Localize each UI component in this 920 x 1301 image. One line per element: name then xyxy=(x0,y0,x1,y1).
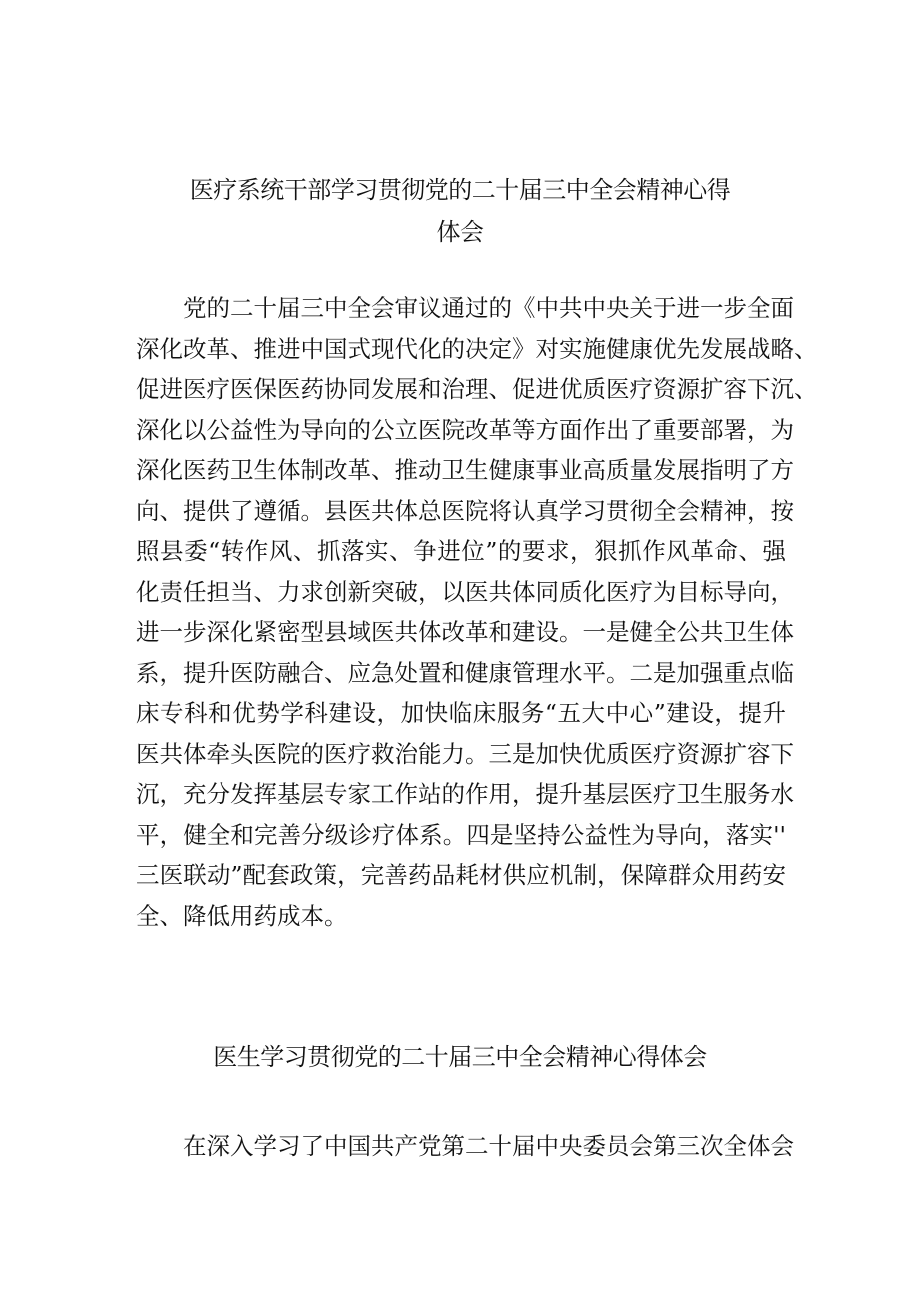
paragraph-line: 深化医药卫生体制改革、推动卫生健康事业高质量发展指明了方 xyxy=(136,456,794,484)
article-2-paragraph xyxy=(136,1126,794,1167)
paragraph-line: 化责任担当、力求创新突破，以医共体同质化医疗为目标导向， xyxy=(136,577,794,606)
article-1-title-line: 医疗系统干部学习贯彻党的二十届三中全会精神心得 xyxy=(189,176,731,204)
article-1-paragraph xyxy=(136,288,818,936)
paragraph-line: 深化改革、推进中国式现代化的决定》对实施健康优先发展战略、 xyxy=(136,334,818,363)
article-1-title xyxy=(120,169,800,253)
paragraph-line: 在深入学习了中国共产党第二十届中央委员会第三次全体会 xyxy=(183,1132,794,1160)
paragraph-line: 三医联动”配套政策，完善药品耗材供应机制，保障群众用药安 xyxy=(136,861,786,889)
paragraph-line: 党的二十届三中全会审议通过的《中共中央关于进一步全面 xyxy=(183,294,794,322)
article-1-title-line: 体会 xyxy=(436,218,484,246)
paragraph-line: 促进医疗医保医药协同发展和治理、促进优质医疗资源扩容下沉、 xyxy=(136,375,818,403)
paragraph-line: 向、提供了遵循。县医共体总医院将认真学习贯彻全会精神，按 xyxy=(136,496,794,525)
paragraph-line: 照县委“转作风、抓落实、争进位”的要求，狠抓作风革命、强 xyxy=(136,537,786,565)
paragraph-line: 全、降低用药成本。 xyxy=(136,901,348,930)
paragraph-line: 深化以公益性为导向的公立医院改革等方面作出了重要部署，为 xyxy=(136,415,794,444)
paragraph-line: 进一步深化紧密型县域医共体改革和建设。一是健全公共卫生体 xyxy=(136,618,794,646)
paragraph-line: 系，提升医防融合、应急处置和健康管理水平。二是加强重点临 xyxy=(136,658,794,687)
paragraph-line: 床专科和优势学科建设，加快临床服务“五大中心”建设，提升 xyxy=(136,699,786,727)
article-2-title-line: 医生学习贯彻党的二十届三中全会精神心得体会 xyxy=(213,1043,707,1071)
paragraph-line: 沉，充分发挥基层专家工作站的作用，提升基层医疗卫生服务水 xyxy=(136,780,794,808)
paragraph-line: 医共体牵头医院的医疗救治能力。三是加快优质医疗资源扩容下 xyxy=(136,739,794,768)
article-2-title xyxy=(120,1036,800,1078)
paragraph-line: 平，健全和完善分级诊疗体系。四是坚持公益性为导向，落实'' xyxy=(136,820,786,849)
